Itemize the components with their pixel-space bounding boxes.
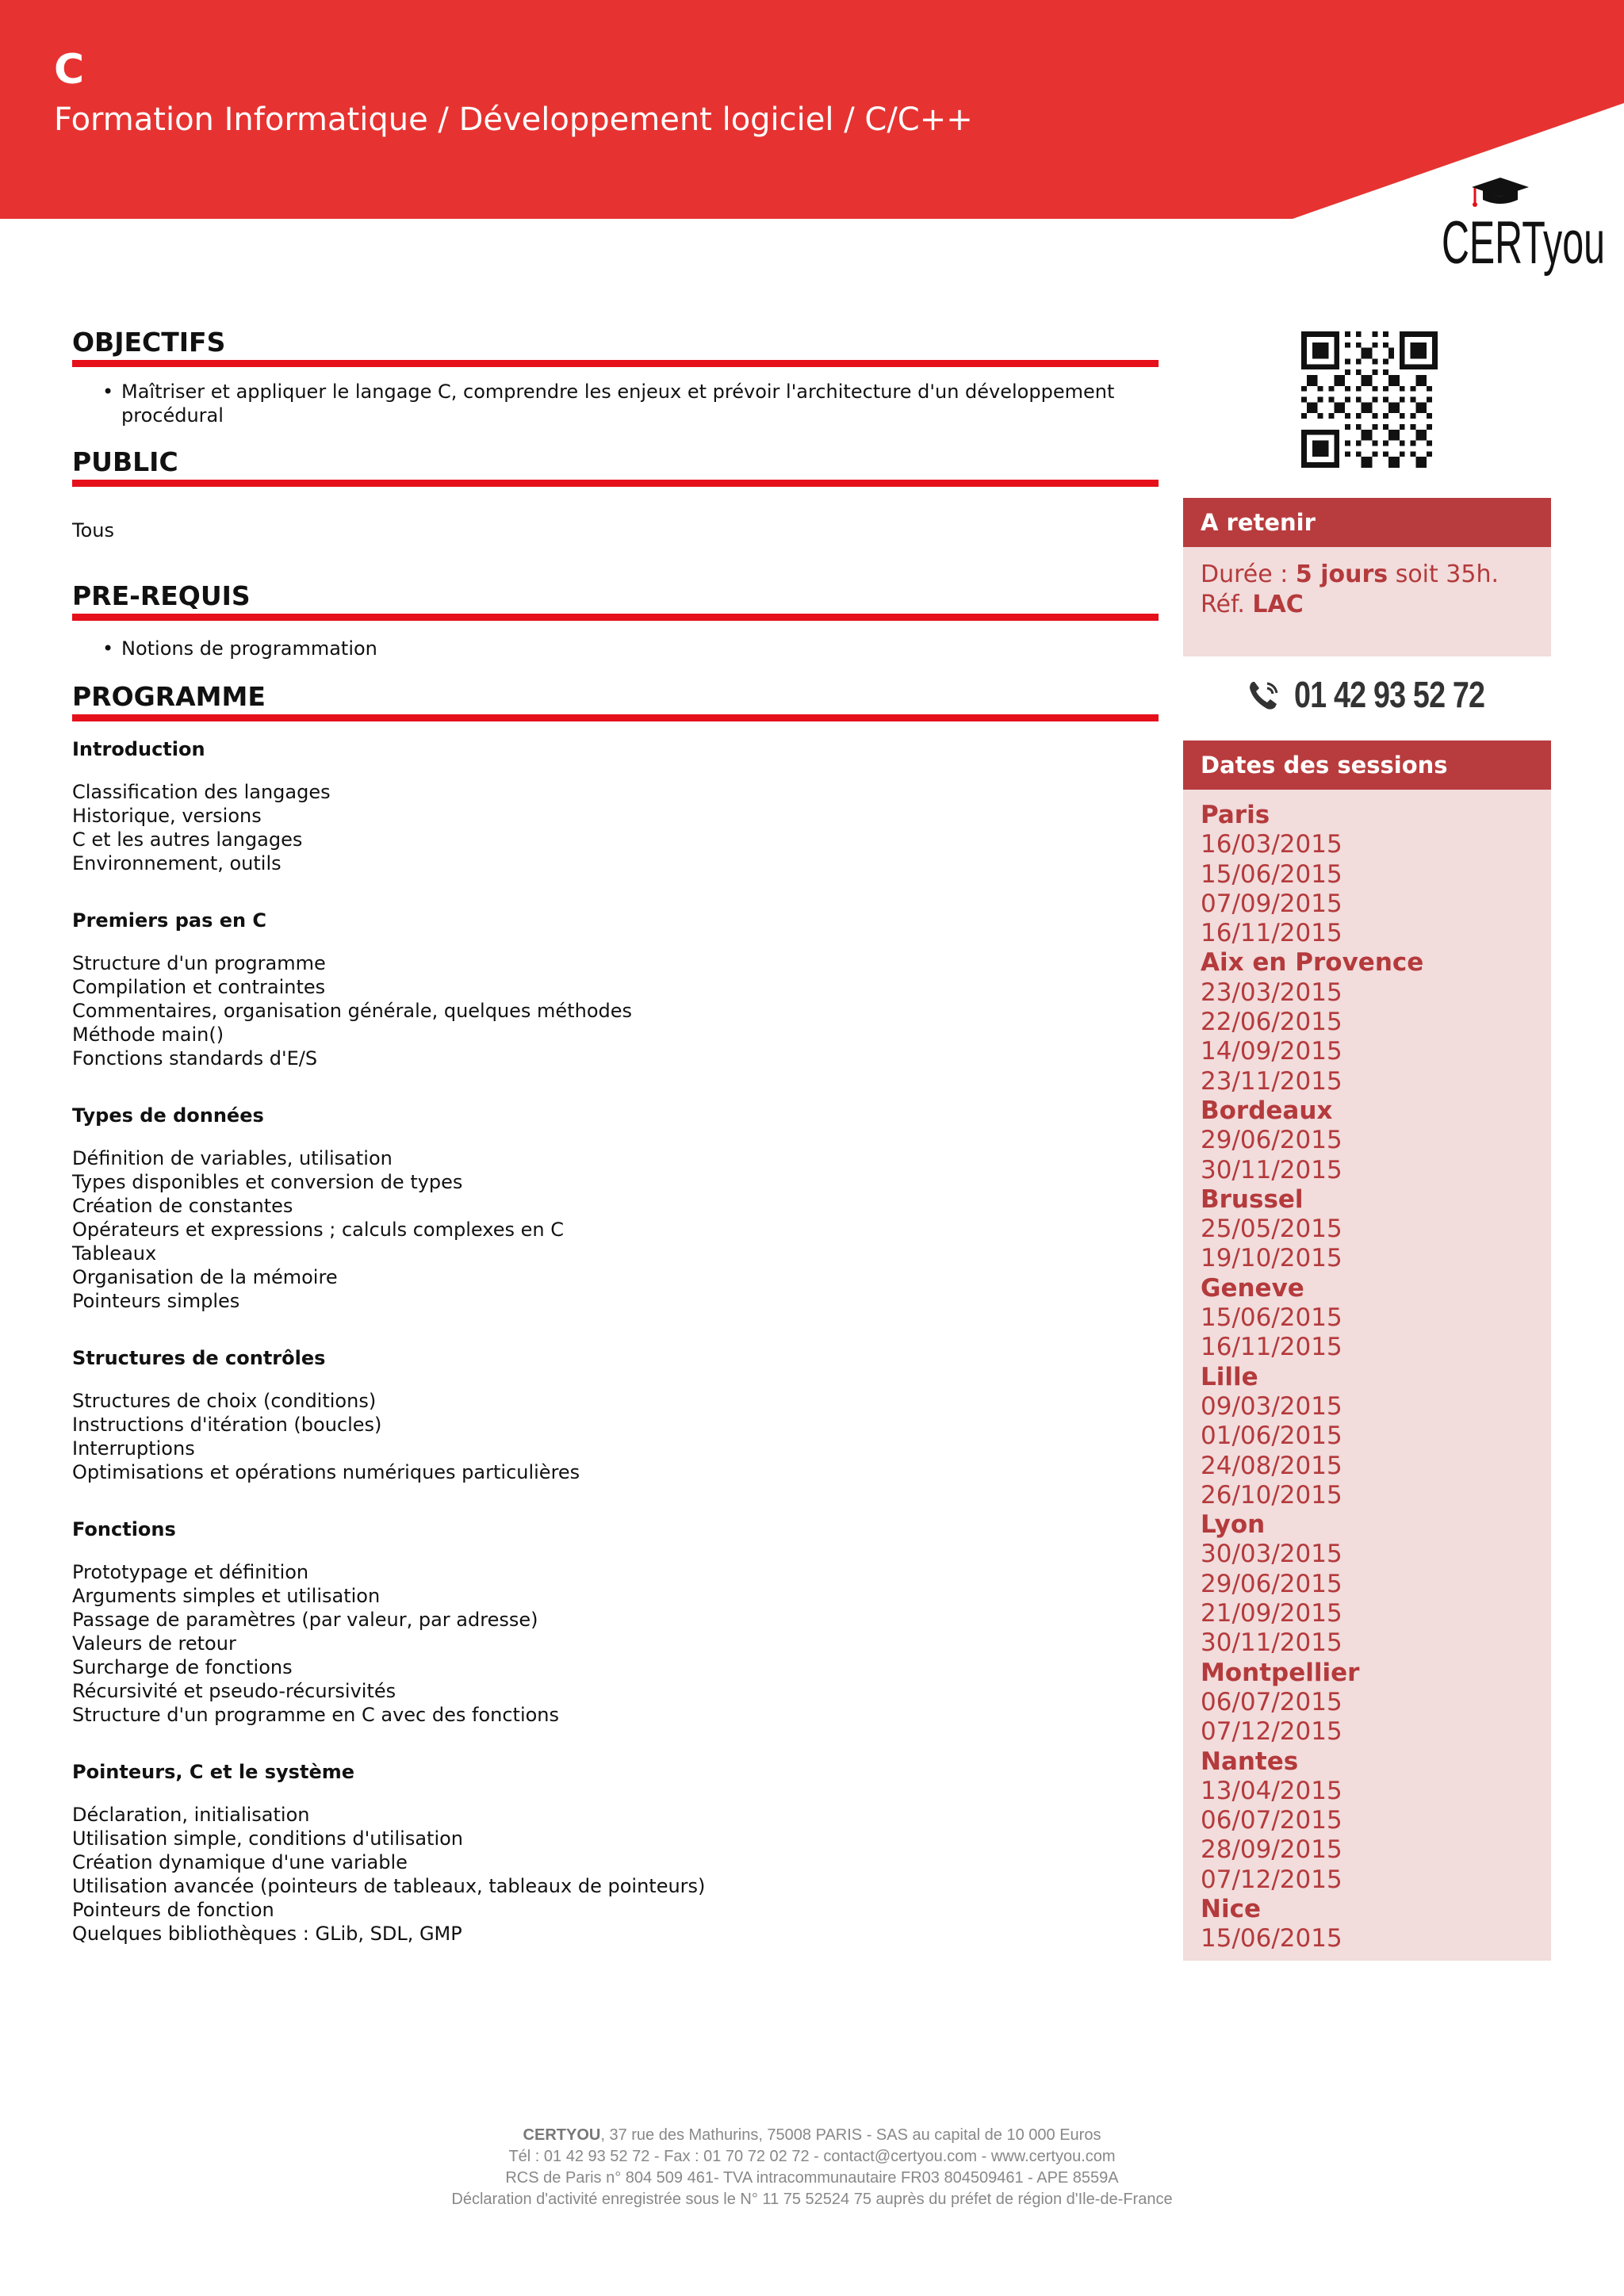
- public-heading: PUBLIC: [72, 446, 1159, 487]
- programme-line: C et les autres langages: [72, 828, 303, 851]
- session-date: 29/06/2015: [1201, 1569, 1342, 1598]
- session-date: 28/09/2015: [1201, 1835, 1342, 1865]
- duree-line: [1201, 560, 1534, 590]
- session-date: 16/03/2015: [1201, 830, 1342, 859]
- ref-value: LAC: [1252, 591, 1304, 618]
- footer-company: CERTYOU: [523, 2126, 601, 2144]
- footer-address: , 37 rue des Mathurins, 75008 PARIS - SAS au capital de 10 000 Euros: [600, 2126, 1101, 2144]
- session-date: 16/11/2015: [1201, 919, 1342, 948]
- sessions-body: [1183, 793, 1551, 1961]
- footer-line-2: Tél : 01 42 93 52 72 - Fax : 01 70 72 02 72 - contact@certyou.com - www.certyou.com: [508, 2148, 1116, 2165]
- session-date: 15/06/2015: [1201, 1303, 1342, 1333]
- programme-line: Déclaration, initialisation: [72, 1804, 310, 1826]
- programme-line: Pointeurs de fonction: [72, 1899, 274, 1921]
- ref-label: Réf.: [1201, 591, 1245, 618]
- session-date: 25/05/2015: [1201, 1215, 1342, 1244]
- phone-number: 01 42 93 52 72: [1294, 674, 1485, 715]
- programme-line: Méthode main(): [72, 1024, 224, 1046]
- programme-line: Tableaux: [72, 1242, 157, 1265]
- footer-line-4: Déclaration d'activité enregistrée sous le N° 11 75 52524 75 auprès du préfet de région d'Ile-de-France: [451, 2191, 1173, 2208]
- session-date: 30/11/2015: [1201, 1155, 1342, 1184]
- programme-section-lines: [72, 1389, 1159, 1484]
- session-date: 30/11/2015: [1201, 1628, 1342, 1658]
- session-date: 23/03/2015: [1201, 978, 1342, 1007]
- programme-line: Historique, versions: [72, 805, 262, 827]
- session-date: 07/12/2015: [1201, 1717, 1342, 1747]
- programme-line: Prototypage et définition: [72, 1561, 309, 1583]
- programme-line: Opérateurs et expressions ; calculs complexes en C: [72, 1219, 564, 1241]
- session-date: 23/11/2015: [1201, 1066, 1342, 1096]
- programme-line: Environnement, outils: [72, 852, 282, 874]
- session-date: 19/10/2015: [1201, 1244, 1342, 1273]
- programme-line: Pointeurs simples: [72, 1290, 240, 1312]
- programme-section-lines: [72, 951, 1159, 1070]
- programme-line: Définition de variables, utilisation: [72, 1147, 393, 1169]
- programme-line: Interruptions: [72, 1437, 195, 1460]
- prerequis-item: • Notions de programmation: [102, 637, 1159, 660]
- programme-line: Surcharge de fonctions: [72, 1656, 293, 1678]
- session-city: Paris: [1201, 801, 1270, 829]
- session-date: 16/11/2015: [1201, 1333, 1342, 1362]
- session-date: 09/03/2015: [1201, 1391, 1342, 1421]
- session-date: 21/09/2015: [1201, 1599, 1342, 1628]
- session-city: Nantes: [1201, 1747, 1299, 1776]
- programme-section-title: Pointeurs, C et le système: [72, 1761, 355, 1783]
- session-city: Bordeaux: [1201, 1096, 1333, 1125]
- programme-section-title: Introduction: [72, 738, 205, 760]
- main-content: [72, 327, 1159, 1946]
- session-city: Brussel: [1201, 1184, 1304, 1214]
- session-date: 29/06/2015: [1201, 1126, 1342, 1155]
- retenir-heading: A retenir: [1183, 498, 1551, 550]
- duree-value: 5 jours: [1295, 561, 1388, 588]
- programme-line: Quelques bibliothèques : GLib, SDL, GMP: [72, 1923, 462, 1945]
- session-city: Montpellier: [1201, 1658, 1360, 1687]
- programme-body: [72, 737, 1159, 1946]
- phone-block[interactable]: [1247, 671, 1500, 718]
- programme-line: Types disponibles et conversion de types: [72, 1171, 463, 1193]
- page-title: C: [54, 46, 85, 94]
- programme-line: Valeurs de retour: [72, 1632, 236, 1655]
- programme-line: Structure d'un programme: [72, 952, 326, 974]
- programme-line: Structures de choix (conditions): [72, 1390, 377, 1412]
- duree-label: Durée :: [1201, 561, 1289, 588]
- programme-section-title: Types de données: [72, 1104, 264, 1127]
- programme-line: Classification des langages: [72, 781, 331, 803]
- prerequis-list: [72, 637, 1159, 660]
- programme-section-lines: [72, 780, 1159, 875]
- session-city: Geneve: [1201, 1273, 1304, 1303]
- session-date: 15/06/2015: [1201, 859, 1342, 889]
- session-date: 26/10/2015: [1201, 1480, 1342, 1510]
- programme-line: Instructions d'itération (boucles): [72, 1414, 382, 1436]
- svg-text:CERTyou: CERTyou: [1442, 209, 1605, 277]
- programme-line: Création de constantes: [72, 1195, 293, 1217]
- objectifs-heading: OBJECTIFS: [72, 327, 1159, 367]
- prerequis-heading: PRE-REQUIS: [72, 580, 1159, 621]
- footer-line-1: [0, 2125, 1624, 2146]
- session-date: 22/06/2015: [1201, 1008, 1342, 1037]
- session-date: 24/08/2015: [1201, 1451, 1342, 1480]
- certyou-logo: [1440, 176, 1607, 279]
- programme-line: Utilisation simple, conditions d'utilisation: [72, 1827, 464, 1850]
- ref-line: [1201, 590, 1534, 620]
- session-city: Lille: [1201, 1362, 1258, 1391]
- session-city: Lyon: [1201, 1510, 1266, 1540]
- programme-line: Commentaires, organisation générale, quelques méthodes: [72, 1000, 633, 1022]
- sessions-heading: Dates des sessions: [1183, 740, 1551, 793]
- programme-heading: PROGRAMME: [72, 681, 1159, 721]
- programme-section-title: Premiers pas en C: [72, 909, 267, 932]
- programme-line: Organisation de la mémoire: [72, 1266, 338, 1288]
- programme-section-lines: [72, 1560, 1159, 1727]
- breadcrumb: Formation Informatique / Développement logiciel / C/C++: [54, 101, 973, 138]
- session-date: 06/07/2015: [1201, 1687, 1342, 1716]
- objectifs-list: [72, 380, 1159, 427]
- phone-icon: [1247, 679, 1283, 712]
- session-date: 13/04/2015: [1201, 1776, 1342, 1805]
- programme-section-lines: [72, 1803, 1159, 1946]
- programme-section-title: Fonctions: [72, 1518, 176, 1540]
- session-date: 06/07/2015: [1201, 1806, 1342, 1835]
- footer-line-3: RCS de Paris n° 804 509 461- TVA intracommunautaire FR03 804509461 - APE 8559A: [505, 2169, 1119, 2187]
- footer: [0, 2125, 1624, 2210]
- session-date: 07/09/2015: [1201, 889, 1342, 918]
- programme-line: Optimisations et opérations numériques particulières: [72, 1461, 580, 1483]
- duree-suffix: soit 35h.: [1395, 561, 1500, 588]
- programme-line: Passage de paramètres (par valeur, par adresse): [72, 1609, 538, 1631]
- sessions-panel: [1183, 740, 1551, 1961]
- programme-line: Arguments simples et utilisation: [72, 1585, 381, 1607]
- programme-line: Utilisation avancée (pointeurs de tableaux, tableaux de pointeurs): [72, 1875, 706, 1897]
- session-date: 30/03/2015: [1201, 1540, 1342, 1569]
- public-text: Tous: [72, 519, 114, 541]
- session-date: 15/06/2015: [1201, 1924, 1342, 1954]
- retenir-panel: [1183, 498, 1551, 656]
- programme-line: Compilation et contraintes: [72, 976, 326, 998]
- programme-section-title: Structures de contrôles: [72, 1347, 326, 1369]
- qr-code: [1301, 331, 1438, 468]
- session-city: Nice: [1201, 1894, 1261, 1923]
- programme-line: Structure d'un programme en C avec des fonctions: [72, 1704, 560, 1726]
- objectifs-item: • Maîtriser et appliquer le langage C, comprendre les enjeux et prévoir l'architecture d'un développement procédural: [102, 380, 1159, 427]
- session-city: Aix en Provence: [1201, 948, 1424, 978]
- programme-line: Récursivité et pseudo-récursivités: [72, 1680, 396, 1702]
- session-date: 01/06/2015: [1201, 1422, 1342, 1451]
- programme-line: Création dynamique d'une variable: [72, 1851, 408, 1873]
- session-date: 14/09/2015: [1201, 1037, 1342, 1066]
- retenir-body: [1183, 550, 1551, 656]
- programme-line: Fonctions standards d'E/S: [72, 1047, 318, 1070]
- session-date: 07/12/2015: [1201, 1865, 1342, 1894]
- programme-section-lines: [72, 1146, 1159, 1313]
